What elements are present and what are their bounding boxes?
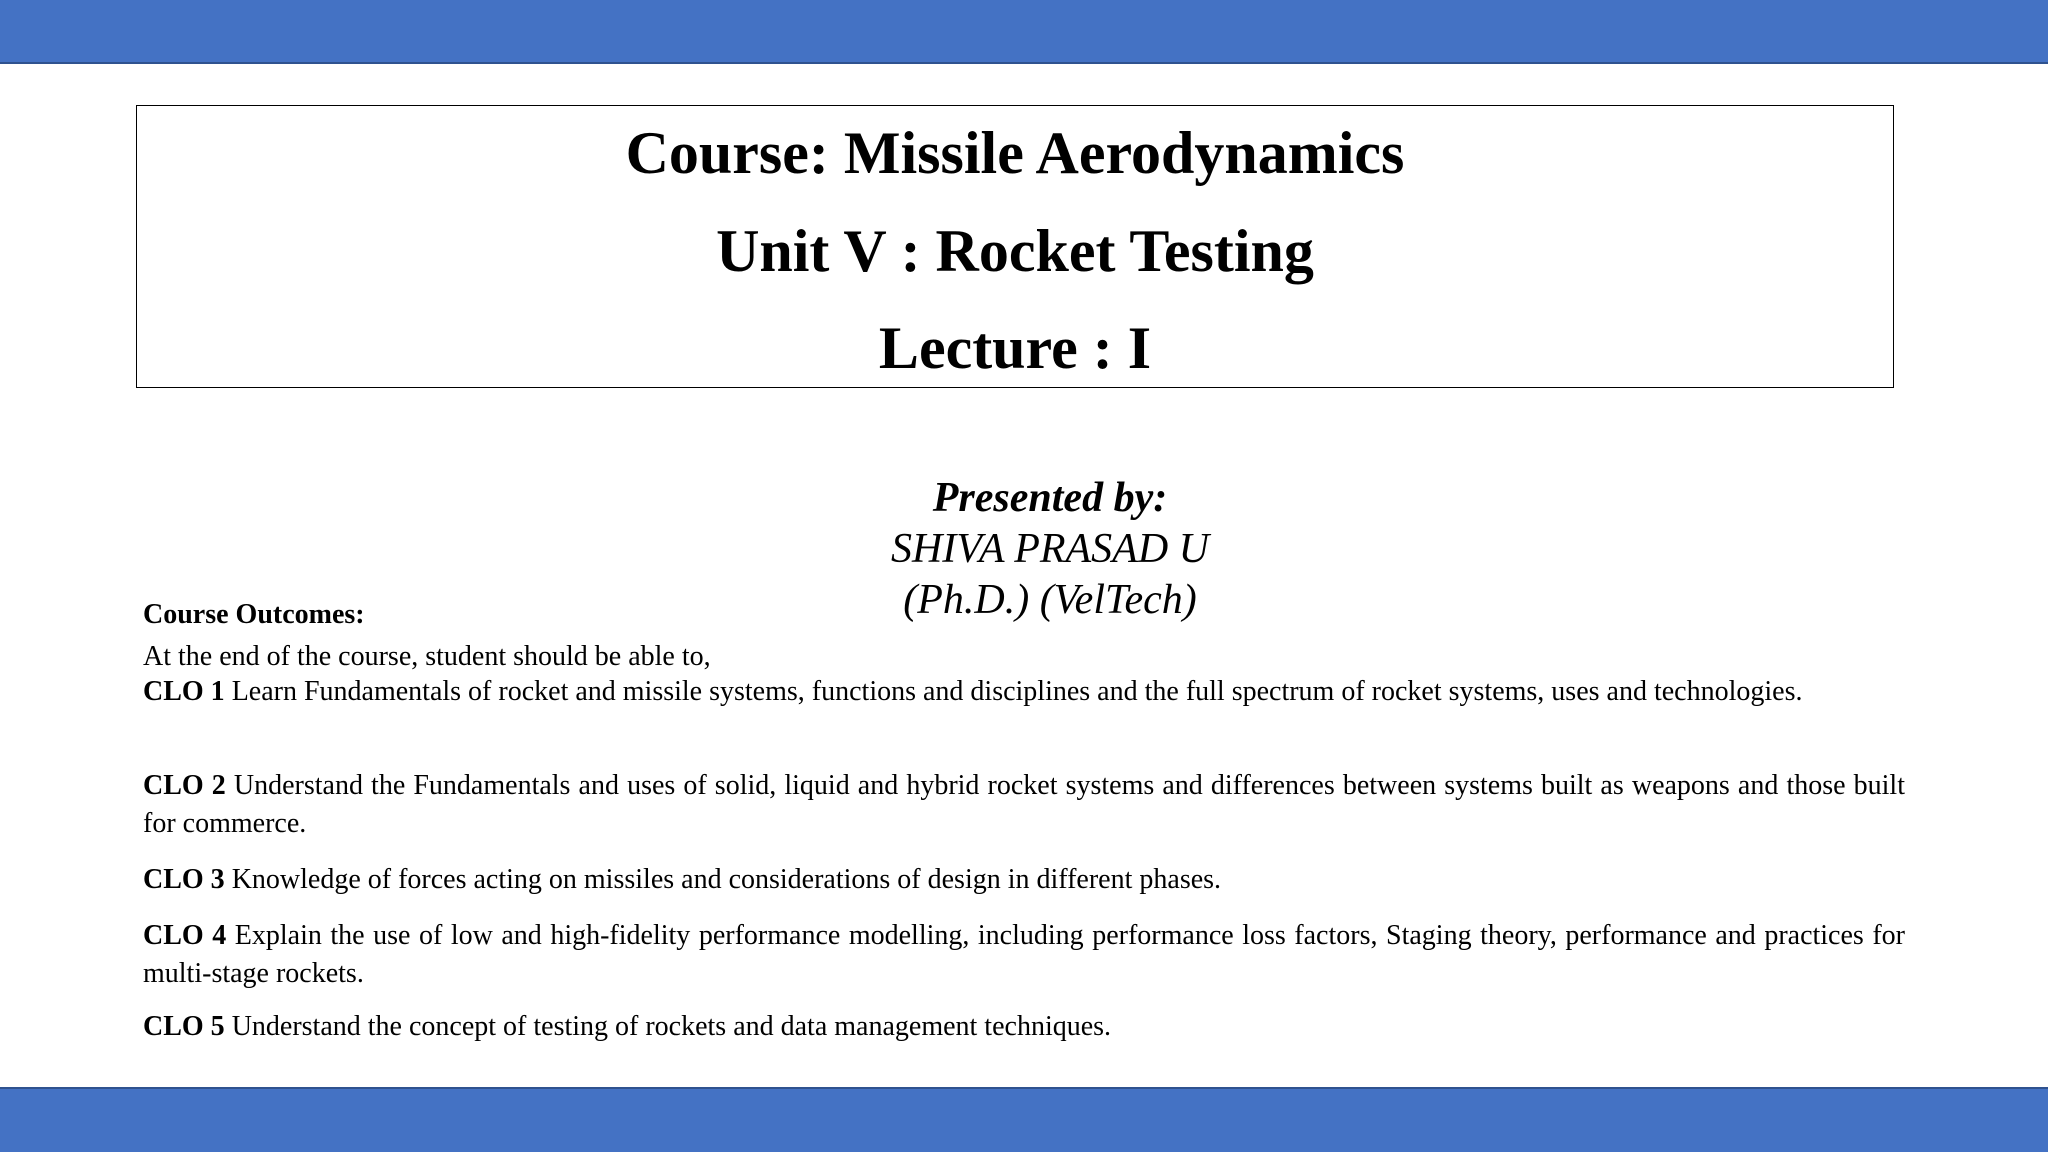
course-title: Course: Missile Aerodynamics — [625, 120, 1405, 186]
course-outcomes-intro: At the end of the course, student should be able to, — [143, 641, 711, 672]
clo-code: CLO 2 — [143, 770, 226, 801]
clo-text: Explain the use of low and high-fidelity performance modelling, including performance loss factors, Staging theory, performance and practices for multi-stage rockets. — [143, 920, 1905, 989]
clo-text: Understand the Fundamentals and uses of solid, liquid and hybrid rocket systems and differences between systems built as weapons and those built for commerce. — [143, 770, 1905, 839]
clo-text: Knowledge of forces acting on missiles and considerations of design in different phases. — [224, 864, 1222, 895]
course-outcomes-heading: Course Outcomes: — [143, 599, 365, 630]
clo-text: Understand the concept of testing of rockets and data management techniques. — [224, 1011, 1112, 1042]
clo-item-2 — [143, 767, 1905, 843]
bottom-banner — [0, 1087, 2048, 1152]
clo-code: CLO 3 — [143, 864, 225, 895]
clo-item-1 — [143, 673, 1905, 711]
clo-item-4 — [143, 917, 1905, 993]
lecture-title: Lecture : I — [878, 315, 1152, 381]
clo-item-5 — [143, 1008, 1905, 1046]
clo-code: CLO 4 — [143, 920, 227, 951]
clo-code: CLO 1 — [143, 676, 225, 707]
unit-title: Unit V : Rocket Testing — [716, 218, 1314, 284]
top-banner — [0, 0, 2048, 64]
clo-item-3 — [143, 861, 1905, 899]
clo-text: Learn Fundamentals of rocket and missile systems, functions and disciplines and the full spectrum of rocket systems, uses and technologies. — [224, 676, 1803, 707]
clo-code: CLO 5 — [143, 1011, 225, 1042]
presented-by-label: Presented by: — [932, 475, 1168, 521]
title-box — [136, 105, 1894, 388]
presenter-name: SHIVA PRASAD U — [890, 526, 1210, 572]
presenter-credentials: (Ph.D.) (VelTech) — [903, 577, 1197, 623]
